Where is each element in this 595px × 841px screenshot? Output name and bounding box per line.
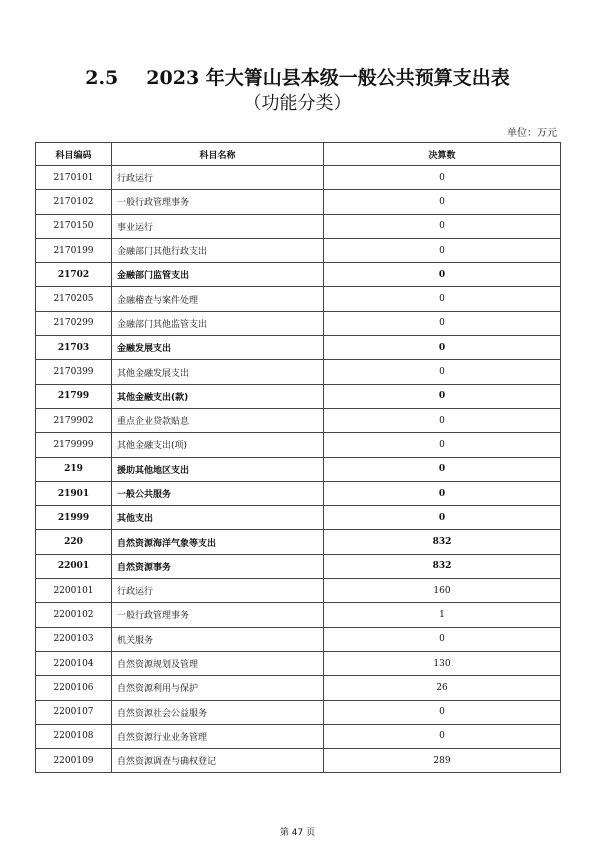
row-code: 2200101 [36,579,112,603]
row-code: 2200106 [36,676,112,700]
table-row [36,336,561,360]
row-name: 其他支出 [112,506,324,530]
table-row [36,530,561,554]
expenditure-table [35,142,561,773]
row-value: 1 [324,603,561,627]
row-value: 0 [324,311,561,335]
table-row [36,481,561,505]
table-body [36,166,561,773]
table-row [36,627,561,651]
row-value: 0 [324,190,561,214]
row-code: 2200109 [36,749,112,773]
row-name: 一般行政管理事务 [112,603,324,627]
row-name: 自然资源调查与确权登记 [112,749,324,773]
row-code: 2200108 [36,724,112,748]
row-value: 0 [324,433,561,457]
page-subtitle: （功能分类） [243,93,352,114]
row-value: 0 [324,724,561,748]
row-code: 2200103 [36,627,112,651]
row-value: 160 [324,579,561,603]
row-value: 0 [324,336,561,360]
table-header-row [36,143,561,166]
row-code: 219 [36,457,112,481]
row-code: 21702 [36,263,112,287]
column-header-code: 科目编码 [36,143,112,166]
row-code: 2170101 [36,166,112,190]
page-title [0,66,595,90]
row-value: 0 [324,481,561,505]
row-code: 2170150 [36,214,112,238]
row-value: 0 [324,287,561,311]
row-name: 金融部门监管支出 [112,263,324,287]
row-code: 2179999 [36,433,112,457]
row-value: 0 [324,360,561,384]
row-code: 2170399 [36,360,112,384]
table-row [36,408,561,432]
row-value: 0 [324,263,561,287]
row-name: 机关服务 [112,627,324,651]
row-name: 其他金融支出(项) [112,433,324,457]
row-name: 金融部门其他行政支出 [112,238,324,262]
table-row [36,360,561,384]
row-code: 2170199 [36,238,112,262]
row-name: 援助其他地区支出 [112,457,324,481]
table-row [36,603,561,627]
row-name: 金融发展支出 [112,336,324,360]
row-name: 其他金融支出(款) [112,384,324,408]
row-name: 一般行政管理事务 [112,190,324,214]
row-name: 行政运行 [112,579,324,603]
row-value: 0 [324,457,561,481]
section-number: 2.5 [85,67,119,89]
table-row [36,311,561,335]
row-name: 自然资源利用与保护 [112,676,324,700]
table-row [36,457,561,481]
table-row [36,263,561,287]
unit-label: 单位：万元 [507,128,557,139]
row-value: 0 [324,506,561,530]
table-row [36,579,561,603]
row-name: 自然资源行业业务管理 [112,724,324,748]
table-row [36,190,561,214]
row-code: 21799 [36,384,112,408]
row-code: 21999 [36,506,112,530]
row-name: 自然资源海洋气象等支出 [112,530,324,554]
row-name: 金融稽查与案件处理 [112,287,324,311]
row-value: 832 [324,554,561,578]
row-code: 2179902 [36,408,112,432]
row-code: 2200102 [36,603,112,627]
row-code: 2170205 [36,287,112,311]
title-text: 2023 年大箐山县本级一般公共预算支出表 [146,67,510,89]
table-row [36,506,561,530]
table-row [36,749,561,773]
row-name: 金融部门其他监管支出 [112,311,324,335]
row-value: 130 [324,651,561,675]
row-code: 21901 [36,481,112,505]
row-name: 重点企业贷款贴息 [112,408,324,432]
row-name: 自然资源事务 [112,554,324,578]
row-code: 2200107 [36,700,112,724]
table-row [36,554,561,578]
row-value: 832 [324,530,561,554]
row-name: 一般公共服务 [112,481,324,505]
row-name: 事业运行 [112,214,324,238]
row-value: 289 [324,749,561,773]
row-value: 0 [324,627,561,651]
table-row [36,287,561,311]
row-value: 0 [324,166,561,190]
table-row [36,724,561,748]
row-value: 0 [324,408,561,432]
table-row [36,651,561,675]
column-header-name: 科目名称 [112,143,324,166]
row-value: 0 [324,384,561,408]
row-value: 0 [324,238,561,262]
row-name: 自然资源规划及管理 [112,651,324,675]
row-code: 220 [36,530,112,554]
row-code: 21703 [36,336,112,360]
table-row [36,166,561,190]
table-row [36,676,561,700]
row-code: 2200104 [36,651,112,675]
table-row [36,433,561,457]
column-header-value: 决算数 [324,143,561,166]
row-code: 2170299 [36,311,112,335]
table-row [36,384,561,408]
row-value: 26 [324,676,561,700]
row-name: 行政运行 [112,166,324,190]
row-code: 2170102 [36,190,112,214]
table-row [36,214,561,238]
table-row [36,238,561,262]
row-code: 22001 [36,554,112,578]
row-value: 0 [324,700,561,724]
row-name: 其他金融发展支出 [112,360,324,384]
row-name: 自然资源社会公益服务 [112,700,324,724]
page-number: 第 47 页 [279,828,316,838]
row-value: 0 [324,214,561,238]
table-row [36,700,561,724]
